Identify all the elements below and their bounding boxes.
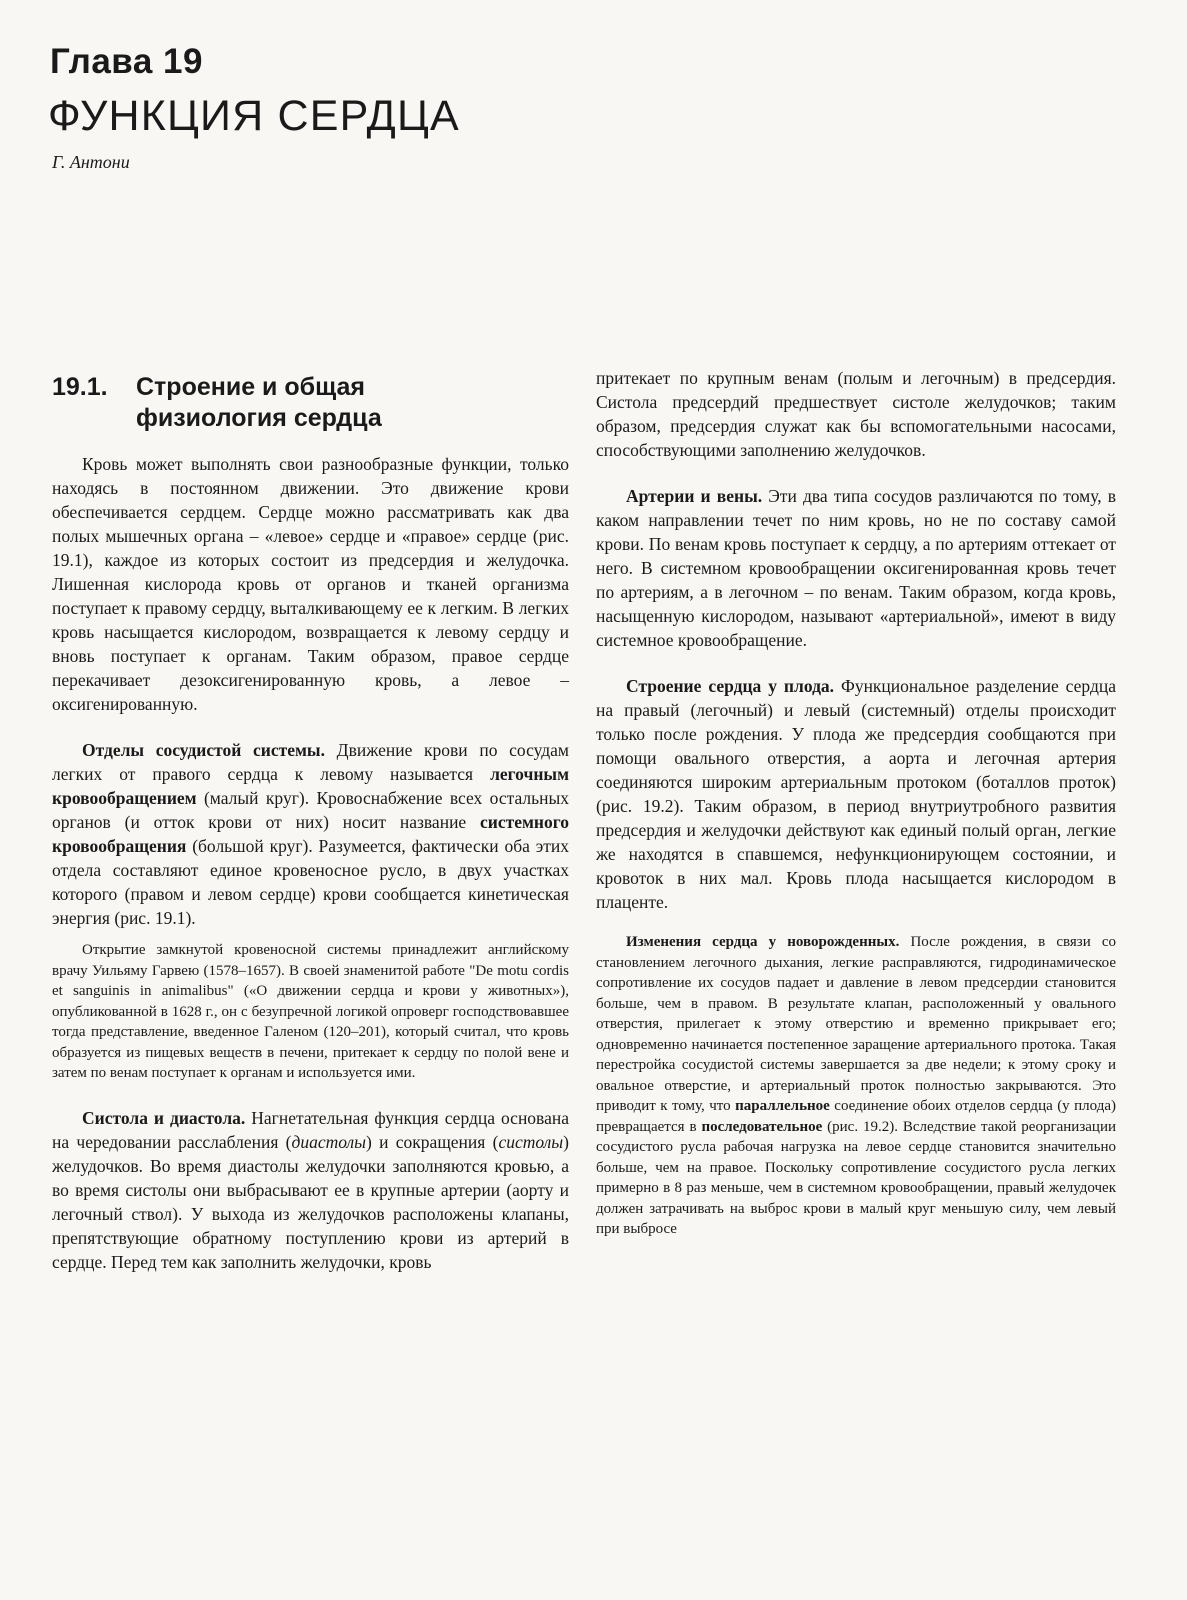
term-diastole: диастолы [291, 1131, 367, 1152]
paragraph-fetal-heart: Строение сердца у плода. Функциональное разделение сердца на правый (легочный) и левый (системный) отделы происходит только после рождения. У плода же предсердия сообщаются при помощи овального отверстия, а аорта и легочная артерия соединяются широким артериальным протоком (боталлов проток) (рис. 19.2). Таким образом, в период внутриутробного развития предсердия и желудочки действуют как единый полый орган, легкие же находятся в спавшемся, нефункционирующем состоянии, и кровоток в них мал. Кровь плода насыщается кислородом в плаценте. [596, 676, 1116, 912]
paragraph-continuation: притекает по крупным венам (полым и легочным) в предсердия. Систола предсердий предшествует систоле желудочков; таким образом, предсердия служат как бы вспомогательными насосами, способствующими заполнению желудочков. [596, 368, 1116, 460]
term-pulmonary: легочным кровообращением [52, 764, 569, 808]
paragraph-heading: Систола и диастола. [82, 1107, 246, 1128]
paragraph-harvey-note: Открытие замкнутой кровеносной системы принадлежит английскому врачу Уильяму Гарвею (1578–1657). В своей знаменитой работе "De motu cordis et sanguinis in animalibus" («О движении сердца и крови у животных»), опубликованной в 1628 г., он с безупречной логикой опроверг господствовавшее тогда представление, введенное Галеном (120–201), который считал, что кровь образуется из пищевых веществ в печени, притекает к сердцу по полой вене и затем по венам поступает к органам и используется ими. [52, 942, 569, 1081]
term-parallel: параллельное [735, 1098, 830, 1114]
paragraph-intro: Кровь может выполнять свои разнообразные функции, только находясь в постоянном движении. Это движение крови обеспечивается сердцем. Сердце можно рассматривать как два полых мышечных органа – «левое» сердце и «правое» сердце (рис. 19.1), каждое из которых состоит из предсердия и желудочка. Лишенная кислорода кровь от органов и тканей организма поступает к правому сердцу, выталкивающему ее к легким. В легких кровь насыщается кислородом, возвращается к левому сердцу и вновь поступает к органам. Таким образом, правое сердце перекачивает дезоксигенированную кровь, а левое – оксигенированную. [52, 454, 569, 714]
left-column [52, 452, 569, 1274]
section-number: 19.1. [52, 373, 108, 401]
paragraph-newborn-heart: Изменения сердца у новорожденных. После рождения, в связи со становлением легочного дыхания, легкие расправляются, гидродинамическое сопротивление их сосудов падает и давление в левом предсердии становится больше, чем в правом. В результате клапан, расположенный у овального отверстия, прилегает к этому отверстию и временно прикрывает его; одновременно начинается постепенное заращение артериального протока. Такая перестройка сосудистой системы завершается за две недели; к этому сроку и овальное отверстие, и артериальный проток полностью закрываются. Это приводит к тому, что параллельное соединение обоих отделов сердца (у плода) превращается в последовательное (рис. 19.2). Вследствие такой реорганизации сосудистого русла рабочая нагрузка на левое сердце становится значительно больше, чем на правое. Поскольку сопротивление сосудистого русла легких примерно в 8 раз меньше, чем в системном кровообращении, правый желудочек должен затрачивать на выброс крови в малый круг меньшую силу, чем левый при выбросе [596, 934, 1116, 1237]
paragraph-heading: Артерии и вены. [626, 486, 763, 506]
paragraph-vascular-sections: Отделы сосудистой системы. Движение крови по сосудам легких от правого сердца к левому называется легочным кровообращением (малый круг). Кровоснабжение всех остальных органов (и отток крови от них) носит название системного кровообращения (большой круг). Разумеется, фактически оба этих отдела составляют единое кровеносное русло, в двух участках которого (правом и левом сердце) крови сообщается кинетическая энергия (рис. 19.1). [52, 740, 570, 928]
paragraph-heading: Отделы сосудистой системы. [82, 740, 325, 760]
section-title-line2: физиология сердца [136, 404, 382, 432]
chapter-title: ФУНКЦИЯ СЕРДЦА [48, 92, 460, 140]
paragraph-heading: Изменения сердца у новорожденных. [626, 934, 900, 950]
paragraph-arteries-veins: Артерии и вены. Эти два типа сосудов различаются по тому, в каком направлении течет по ним кровь, но не по составу самой крови. По венам кровь поступает к сердцу, а по артериям оттекает от него. В системном кровообращении оксигенированная кровь течет по артериям, а в легочном – по венам. Таким образом, когда кровь, насыщенную кислородом, называют «артериальной», имеют в виду системное кровообращение. [596, 486, 1116, 650]
term-systole: систолы [498, 1131, 564, 1152]
author: Г. Антони [52, 152, 130, 172]
term-sequential: последовательное [701, 1118, 823, 1135]
section-title-line1: Строение и общая [136, 373, 365, 401]
chapter-label: Глава 19 [50, 42, 203, 81]
term-systemic: системного кровообращения [52, 812, 569, 856]
paragraph-systole-diastole: Систола и диастола. Нагнетательная функция сердца основана на чередовании расслабления (диастолы) и сокращения (систолы) желудочков. Во время диастолы желудочки заполняются кровью, а во время систолы они выбрасывают ее в крупные артерии (аорту и легочный ствол). У выхода из желудочков расположены клапаны, препятствующие обратному поступлению крови из артерий в сердце. Перед тем как заполнить желудочки, кровь [52, 1107, 569, 1272]
section-heading [52, 372, 572, 434]
paragraph-heading: Строение сердца у плода. [626, 676, 835, 696]
right-column [596, 366, 1116, 1240]
